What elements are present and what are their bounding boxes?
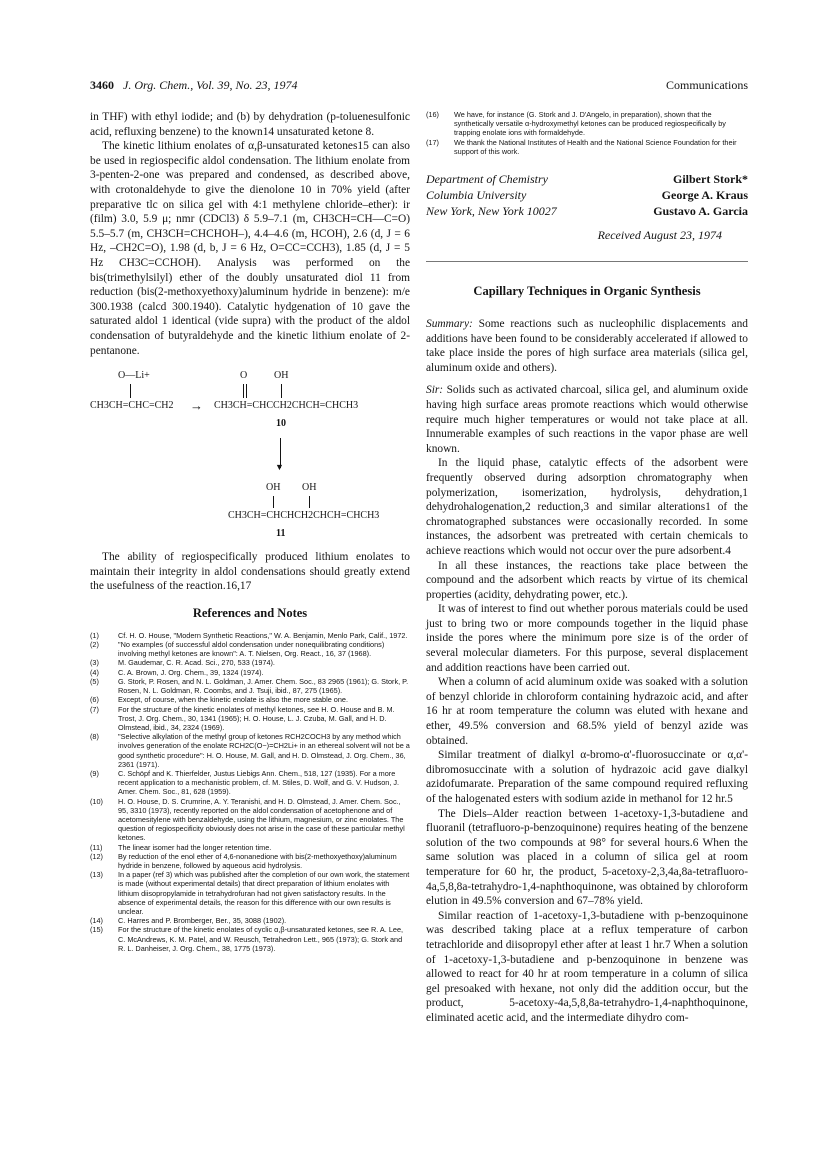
page-header — [90, 78, 748, 98]
scheme-bond-line — [309, 496, 310, 508]
reference-number: (8) — [90, 732, 99, 742]
reference-text: G. Stork, P. Rosen, and N. L. Goldman, J. Amer. Chem. Soc., 83 2965 (1961); G. Stork, P. Rosen, N. L. Goldman, R. Coombs, and J. Tsuji, ibid., 87, 275 (1965). — [118, 676, 409, 696]
reference-text: We have, for instance (G. Stork and J. D'Angelo, in preparation), shown that the synthetically versatile α-hydroxymethyl ketones can be produced regiospecifically by trapping enolate ions with formaldehyde. — [454, 110, 726, 138]
reference-number: (17) — [426, 137, 439, 147]
scheme-label-11: 11 — [276, 528, 286, 540]
scheme-bond-line — [281, 384, 282, 398]
reference-item — [90, 925, 410, 953]
sir-text: Solids such as activated charcoal, silica gel, and aluminum oxide having high surface areas promote reactions which would otherwise require much higher temperatures or would not take place at all. Innumerable examples of such reactions in the vapor phase are well known. — [426, 384, 748, 455]
university: Columbia University — [426, 188, 527, 203]
reference-text: M. Gaudemar, C. R. Acad. Sci., 270, 533 (1974). — [118, 658, 275, 668]
section-name: Communications — [666, 78, 748, 92]
reference-item — [90, 870, 410, 916]
references-list — [90, 631, 410, 953]
summary-text: Some reactions such as nucleophilic displacements and additions have been found to be considerably accelerated if allowed to take place inside the pores of high surface area materials (silica gel, aluminum oxide and others). — [426, 318, 748, 374]
department: Department of Chemistry — [426, 172, 548, 187]
author-block — [426, 172, 748, 222]
sir-paragraph — [426, 383, 748, 456]
reference-text: We thank the National Institutes of Health and the National Science Foundation for their support of this work. — [454, 137, 737, 156]
reference-number: (9) — [90, 768, 99, 778]
reference-number: (12) — [90, 851, 103, 861]
reference-item — [90, 695, 410, 704]
scheme-label-10: 10 — [276, 418, 286, 430]
page-number: 3460 — [90, 78, 114, 92]
scheme-bond-line — [130, 384, 131, 398]
reference-number: (7) — [90, 704, 99, 714]
reference-text: C. Schöpf and K. Thierfelder, Justus Liebigs Ann. Chem., 518, 127 (1935). For a more recent application to a mechanistic problem, cf. M. Stiles, D. Wolf, and G. V. Hudson, J. Amer. Chem. Soc., 81, 628 (1959). — [118, 768, 400, 797]
reference-text: By reduction of the enol ether of 4,6-nonanedione with bis(2-methoxyethoxy)aluminum hydride in benzene, followed by aqueous acid hydrolysis. — [118, 851, 397, 870]
reference-item — [90, 732, 410, 769]
scheme-product2: CH3CH=CHCHCH2CHCH=CHCH3 — [228, 510, 380, 522]
journal-citation: J. Org. Chem., Vol. 39, No. 23, 1974 — [123, 78, 298, 92]
author-name: Gustavo A. Garcia — [653, 204, 748, 219]
reference-number: (11) — [90, 842, 103, 852]
reaction-scheme — [90, 364, 410, 546]
reference-item — [90, 797, 410, 843]
reference-text: Except, of course, when the kinetic enolate is also the more stable one. — [118, 695, 348, 705]
article-title: Capillary Techniques in Organic Synthesis — [473, 284, 701, 299]
reference-number: (4) — [90, 667, 99, 677]
reference-text: For the structure of the kinetic enolates of cyclic α,β-unsaturated ketones, see R. A. Lee, C. McAndrews, K. M. Patel, and W. Reusch, Tetrahedron Lett., 965 (1973); G. Stork and R. L. Danheiser, J. Org. Chem., 38, 1775 (1973). — [118, 925, 404, 953]
reference-number: (15) — [90, 925, 103, 935]
reference-item — [90, 658, 410, 667]
scheme-product2-oh2: OH — [302, 482, 317, 494]
scheme-product1: CH3CH=CHCCH2CHCH=CHCH3 — [214, 400, 359, 412]
reference-number: (13) — [90, 870, 103, 880]
author-name: Gilbert Stork* — [673, 172, 748, 187]
reference-number: (10) — [90, 796, 103, 806]
reference-text: "No examples (of successful aldol condensation under nonequilibrating conditions) involving methyl ketones are known": A. T. Nielsen, Org. React., 16, 37 (1968). — [118, 640, 385, 659]
reference-item — [90, 705, 410, 733]
reference-item — [90, 843, 410, 852]
body-paragraph: The kinetic lithium enolates of α,β-unsaturated ketones15 can also be used in regiospecific aldol condensation. The lithium enolate from 3-penten-2-one was prepared and condensed, as described above, with crotonaldehyde to give the dienolone 10 in 70% yield (after preparative tlc on silica gel with 4:1 methylene chloride–ether): ir (film) 3.0, 5.9 μ; nmr (CDCl3) δ 5.9–7.1 (m, CH3CH=CH—C=O) 5.5–5.7 (m, CH3CH=CHCHOH–), 4.4–4.6 (m, HCOH), 2.6 (d, J = 6 Hz, –CH2C=O), 1.98 (d, b, J = 6 Hz, O=CC=CCH3), 1.85 (d, J = 5 Hz CH3C=CCHOH). Analysis was performed on the bis(trimethylsilyl) ether of the doubly unsaturated diol 11 from reduction (bis(2-methoxyethoxy)aluminum hydride in benzene): m/e 300.1938 (calcd 300.1940). Catalytic hydgenation of 10 gave the saturated aldol 1 identical (vide supra) with the product of the aldol condensation of butyraldehyde and the kinetic lithium enolate of 2-pentanone. — [90, 140, 410, 357]
reference-text: "Selective alkylation of the methyl group of ketones RCH2COCH3 by any method which involves generation of the enolate RCH2C(O−)=CH2Li+ in an ethereal solvent will not be a good synthetic procedure": H. O. House, M. Gall, and H. D. Olmstead, J. Org. Chem., 36, 2361 (1971). — [118, 732, 410, 769]
footnotes-list — [426, 110, 748, 156]
author-name: George A. Kraus — [661, 188, 748, 203]
body-paragraph: In all these instances, the reactions take place between the compound and the adsorbent which reacts by virtue of its chemical properties (acidity, dehydrating power, etc.). — [426, 559, 748, 601]
body-paragraph: The ability of regiospecifically produced lithium enolates to maintain their integrity in aldol condensations should greatly extend the usefulness of the reaction.16,17 — [90, 551, 410, 593]
left-column — [90, 110, 410, 953]
right-column — [426, 110, 748, 1026]
scheme-arrowhead: ▼ — [275, 462, 284, 473]
summary-label: Summary: — [426, 318, 473, 331]
reference-number: (16) — [426, 110, 439, 119]
scheme-bond-line — [246, 384, 247, 398]
reference-number: (2) — [90, 640, 99, 650]
reference-item — [90, 631, 410, 640]
reference-item — [426, 138, 748, 156]
scheme-product1-oh: OH — [274, 370, 289, 382]
sir-label: Sir: — [426, 384, 444, 397]
reference-number: (5) — [90, 676, 99, 686]
reference-text: H. O. House, D. S. Crumrine, A. Y. Teranishi, and H. D. Olmstead, J. Amer. Chem. Soc., 95, 3310 (1973), recently reported on the aldol condensation of acetophenone and of acetomesitylene with benzaldehyde, using the lithium, magnesium, or zinc enolates. The question of regiospecificity obviously does not arise in the case of these particular methyl ketones. — [118, 796, 405, 843]
scheme-product1-oxo: O — [240, 370, 248, 382]
section-rule — [426, 261, 748, 262]
received-date: Received August 23, 1974 — [597, 228, 722, 243]
city: New York, New York 10027 — [426, 204, 557, 219]
reference-text: In a paper (ref 3) which was published after the completion of our own work, the statement is made (without experimental details) that direct preparation of lithium enolates with lithium diisopropylamide in tetrahydrofuran had not given satisfactory results. In the absence of experimental details, the reason for this difference with our own results is unclear. — [118, 870, 410, 916]
scheme-arrow: → — [190, 398, 203, 414]
body-paragraph: The Diels–Alder reaction between 1-acetoxy-1,3-butadiene and fluoranil (tetrafluoro-p-benzoquinone) requires heating of the benzene solution of the two compounds at 98° for several hours.6 When the same solution was placed in a column of silica gel at room temperature for 60 hr, the product, 5-acetoxy-2,3,4a,8a-tetrafluoro-4a,5,8,8a-tetrahydro-1,4-naphthoquinone, was obtained by chloroform elution in 49.5% conversion and 67–78% yield. — [426, 807, 748, 908]
reference-text: Cf. H. O. House, "Modern Synthetic Reactions," W. A. Benjamin, Menlo Park, Calif., 1972. — [118, 630, 408, 640]
reference-item — [90, 769, 410, 797]
body-paragraph: in THF) with ethyl iodide; and (b) by dehydration (p-toluenesulfonic acid, refluxing benzene) to the known14 unsaturated ketone 8. — [90, 111, 410, 138]
reference-item — [90, 640, 410, 658]
reference-number: (1) — [90, 630, 99, 640]
reference-number: (3) — [90, 658, 99, 668]
body-paragraph: When a column of acid aluminum oxide was soaked with a solution of benzyl chloride in chloroform containing hydrazoic acid, and after 16 hr at room temperature the column was eluted with hexane and ether, 49.5% conversion and 68.5% yield of benzyl azide was obtained. — [426, 676, 748, 747]
scheme-enolate-label: O—Li+ — [118, 370, 150, 382]
body-paragraph: Similar reaction of 1-acetoxy-1,3-butadiene with p-benzoquinone was described taking place at a reflux temperature of carbon tetrachloride and diisopropyl ether after at least 1 hr.7 When a solution of 1-acetoxy-1,3-butadiene and p-benzoquinone in benzene was allowed to react for 40 hr at room temperature in a column of silica gel presoaked with hexane, not only did the addition occur, but the product, 5-acetoxy-4a,5,8,8a-tetrahydro-1,4-naphthoquinone, eliminated acetic acid, and the intermediate dihydro com- — [426, 909, 748, 1024]
reference-text: For the structure of the kinetic enolates of methyl ketones, see H. O. House and B. M. Trost, J. Org. Chem., 30, 1341 (1965); H. O. House, L. J. Czuba, M. Gall, and H. D. Olmstead, ibid., 34, 2324 (1969). — [118, 704, 395, 732]
reference-item — [90, 916, 410, 925]
body-paragraph: Similar treatment of dialkyl α-bromo-α'-fluorosuccinate or α,α'-dibromosuccinate with a solution of hydrazoic acid gave dialkyl azidofumarate. Preparation of the same compound required refluxing of the halogenated esters with sodium azide in methanol for 12 hr.5 — [426, 749, 748, 806]
reference-text: The linear isomer had the longer retention time. — [118, 842, 272, 852]
scheme-product2-oh1: OH — [266, 482, 281, 494]
scheme-bond-line — [243, 384, 244, 398]
reference-number: (14) — [90, 916, 103, 926]
body-paragraph: In the liquid phase, catalytic effects of the adsorbent were frequently observed during adsorption chromatography when polymerization, isomerization, hydrolysis, dehydration,1 dehydrohalogenation,2 reduction,3 and similar alterations1 of the chromatographed substances were occasionally recorded. In some instances, the adsorbent was pretreated with certain chemicals to achieve reactions which would not occur over the pure adsorbent.4 — [426, 457, 748, 557]
reference-item — [90, 852, 410, 870]
reference-text: C. Harres and P. Bromberger, Ber., 35, 3088 (1902). — [118, 916, 287, 926]
header-left — [90, 78, 298, 93]
reference-item — [90, 668, 410, 677]
references-heading: References and Notes — [192, 605, 308, 620]
reference-item — [90, 677, 410, 695]
summary-paragraph — [426, 317, 748, 375]
scheme-reactant: CH3CH=CHC=CH2 — [90, 400, 174, 412]
reference-item — [426, 110, 748, 138]
scheme-bond-line — [273, 496, 274, 508]
reference-number: (6) — [90, 695, 99, 705]
reference-text: C. A. Brown, J. Org. Chem., 39, 1324 (1974). — [118, 667, 264, 677]
body-paragraph: It was of interest to find out whether porous materials could be used just to bring two or more compounds together in the liquid phase inside the pores where the minimum pore size is of the order of several molecular diameters. For this purpose, several displacement and addition reactions have been carried out. — [426, 603, 748, 674]
